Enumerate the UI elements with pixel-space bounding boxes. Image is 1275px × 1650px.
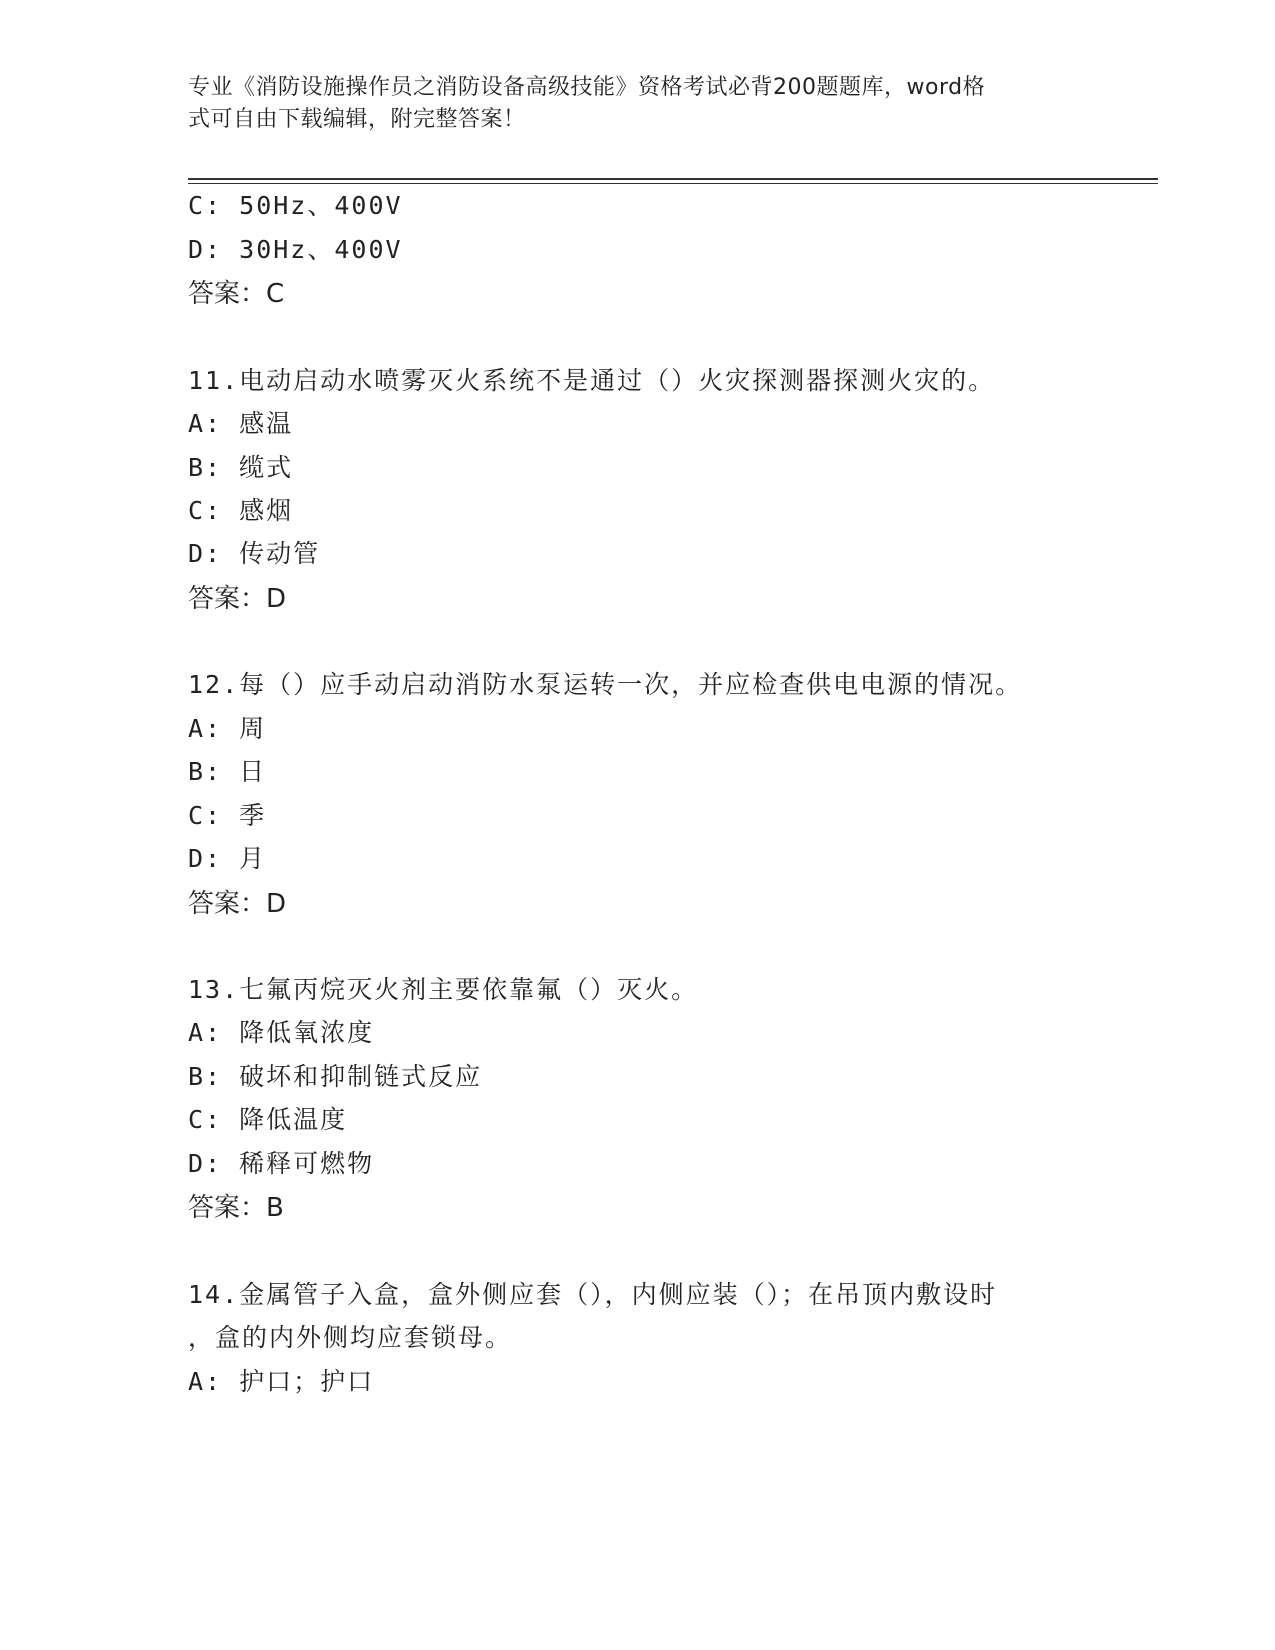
option-d: D: 稀释可燃物 [188, 1149, 375, 1178]
option-a: A: 降低氧浓度 [188, 1018, 375, 1047]
question-stem-continued: ，盒的内外侧均应套锁母。 [188, 1323, 513, 1352]
header-line-2: 式可自由下载编辑，附完整答案！ [188, 107, 526, 132]
document-header [188, 72, 1068, 136]
question-stem: 14.金属管子入盒，盒外侧应套（），内侧应装（）；在吊顶内敷设时 [188, 1280, 998, 1309]
option-c: C: 50Hz、400V [188, 191, 403, 220]
option-b: B: 破坏和抑制链式反应 [188, 1062, 483, 1091]
option-a: A: 周 [188, 714, 267, 743]
question-stem: 11.电动启动水喷雾灭火系统不是通过（）火灾探测器探测火灾的。 [188, 366, 996, 395]
header-divider-thin [188, 183, 1158, 184]
option-b: B: 日 [188, 757, 267, 786]
option-d: D: 30Hz、400V [188, 235, 403, 264]
answer: 答案：C [188, 279, 285, 309]
question-stem: 12.每（）应手动启动消防水泵运转一次，并应检查供电电源的情况。 [188, 670, 1023, 699]
answer: 答案：B [188, 1193, 284, 1223]
option-b: B: 缆式 [188, 453, 294, 482]
header-line-1: 专业《消防设施操作员之消防设备高级技能》资格考试必背200题题库，word格 [188, 75, 986, 100]
answer: 答案：D [188, 584, 287, 614]
question-stem: 13.七氟丙烷灭火剂主要依靠氟（）灭火。 [188, 975, 699, 1004]
option-d: D: 月 [188, 844, 267, 873]
option-a: A: 感温 [188, 409, 294, 438]
option-d: D: 传动管 [188, 539, 321, 568]
answer: 答案：D [188, 889, 287, 919]
option-c: C: 季 [188, 801, 267, 830]
header-divider [188, 178, 1158, 180]
option-a: A: 护口；护口 [188, 1367, 375, 1396]
option-c: C: 感烟 [188, 496, 294, 525]
option-c: C: 降低温度 [188, 1105, 348, 1134]
